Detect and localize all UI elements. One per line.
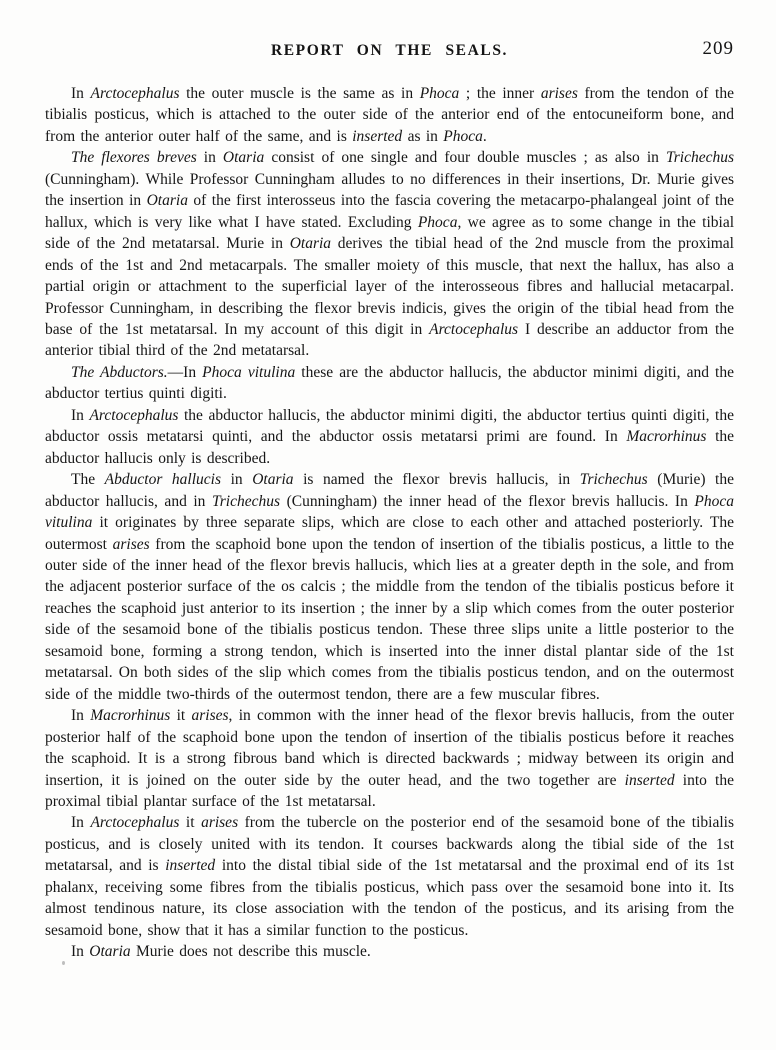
page-header	[45, 38, 734, 68]
running-title: REPORT ON THE SEALS.	[270, 42, 509, 59]
scan-artifact	[62, 961, 65, 965]
paragraph: In Arctocephalus it arises from the tubercle on the posterior end of the sesamoid bone of the tibialis posticus, and is closely united with its tendon. It courses backwards along the tibial side of the 1st metatarsal, and is inserted into the distal tibial side of the 1st metatarsal and the proximal end of its 1st phalanx, receiving some fibres from the tibialis posticus, which pass over the sesamoid bone into it. Its almost tendinous nature, its close association with the tendon of the posticus, and its arising from the sesamoid bone, show that it has a similar function to the posticus.	[45, 814, 734, 939]
paragraph: The flexores breves in Otaria consist of one single and four double muscles ; as also in Trichechus (Cunningham). While Professor Cunningham alludes to no differences in their insertions, Dr. Murie gives the insertion in Otaria of the first interosseus into the fascia covering the metacarpo-phalangeal joint of the hallux, which is very like what I have stated. Excluding Phoca, we agree as to some change in the tibial side of the 2nd metatarsal. Murie in Otaria derives the tibial head of the 2nd muscle from the proximal ends of the 1st and 2nd metacarpals. The smaller moiety of this muscle, that next the hallux, has also a partial origin or attachment to the superficial layer of the interosseous fibres and hallucial metacarpal. Professor Cunningham, in describing the flexor brevis indicis, gives the origin of the tibial head from the base of the 1st metatarsal. In my account of this digit in Arctocephalus I describe an adductor from the anterior tibial third of the 2nd metatarsal.	[45, 149, 735, 360]
page-number: 209	[702, 38, 734, 59]
paragraph: In Arctocephalus the abductor hallucis, the abductor minimi digiti, the abductor tertius quinti digiti, the abductor ossis metatarsi quinti, and the abductor ossis metatarsi primi are found. In Macrorhinus the abductor hallucis only is described.	[45, 406, 735, 467]
paragraph: In Arctocephalus the outer muscle is the same as in Phoca ; the inner arises from the tendon of the tibialis posticus, which is attached to the outer side of the anterior end of the entocuneiform bone, and from the anterior outer half of the same, and is inserted as in Phoca.	[45, 85, 734, 145]
paragraph: The Abductors.—In Phoca vitulina these are the abductor hallucis, the abductor minimi digiti, and the abductor tertius quinti digiti.	[45, 363, 734, 403]
paragraph: In Macrorhinus it arises, in common with the inner head of the flexor brevis hallucis, from the outer posterior half of the scaphoid bone upon the tendon of insertion of the tibialis posticus before it reaches the scaphoid. It is a strong fibrous band which is directed backwards ; midway between its origin and insertion, it is joined on the outer side by the outer head, and the two together are inserted into the proximal tibial plantar surface of the 1st metatarsal.	[45, 707, 734, 810]
body-text	[45, 83, 734, 963]
paragraph: In Otaria Murie does not describe this muscle.	[71, 943, 371, 961]
paragraph: The Abductor hallucis in Otaria is named the flexor brevis hallucis, in Trichechus (Murie) the abductor hallucis, and in Trichechus (Cunningham) the inner head of the flexor brevis hallucis. In Phoca vitulina it originates by three separate slips, which are close to each other and attached posteriorly. The outermost arises from the scaphoid bone upon the tendon of insertion of the tibialis posticus, a little to the outer side of the inner head of the flexor brevis hallucis, which lies at a greater depth in the sole, and from the adjacent posterior surface of the os calcis ; the middle from the tendon of the tibialis posticus before it reaches the scaphoid just anterior to its insertion ; the inner by a slip which comes from the outer posterior side of the sesamoid bone of the tibialis posticus tendon. These three slips unite a little posterior to the sesamoid bone, forming a strong tendon, which is inserted into the inner distal plantar side of the 1st metatarsal. On both sides of the slip which comes from the tibialis posticus tendon, and on the outermost side of the middle two-thirds of the outermost tendon, there are a few muscular fibres.	[45, 471, 734, 703]
